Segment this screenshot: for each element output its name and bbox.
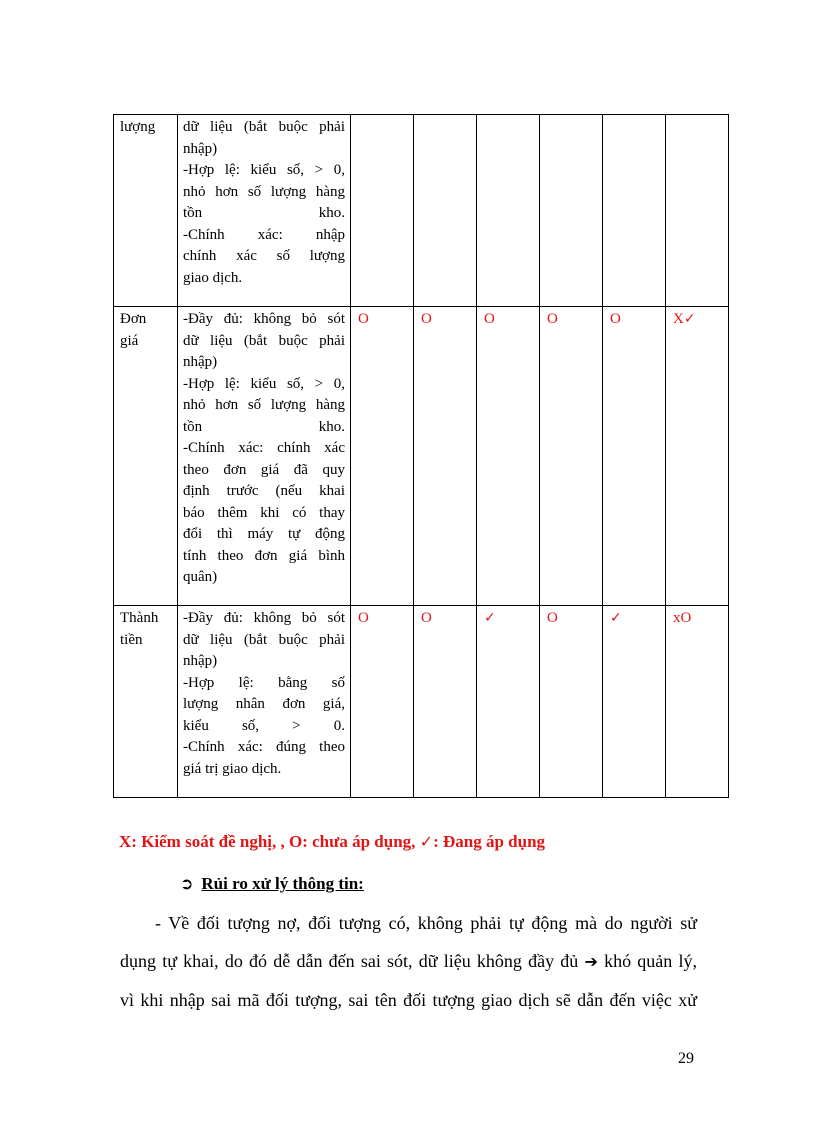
table-row bbox=[114, 606, 729, 798]
description-line: dữ liệu (bắt buộc phải bbox=[183, 631, 345, 648]
description-line: -Chính xác: chính xác bbox=[183, 440, 345, 456]
check-icon: ✓ bbox=[419, 832, 434, 851]
status-mark-cell bbox=[603, 115, 666, 307]
paragraph-line bbox=[120, 942, 697, 981]
description-line: -Chính xác: đúng theo bbox=[183, 739, 345, 755]
status-mark-cell bbox=[603, 606, 666, 798]
item-name-cell bbox=[114, 606, 178, 798]
status-mark-cell: O bbox=[414, 606, 477, 798]
legend-text: X: Kiểm soát đề nghị, , O: chưa áp dụng, bbox=[119, 832, 420, 851]
description-cell bbox=[178, 606, 351, 798]
status-mark-cell bbox=[666, 115, 729, 307]
description-cell bbox=[178, 115, 351, 307]
status-mark-cell: O bbox=[477, 307, 540, 606]
description-line: báo thêm khi có thay bbox=[183, 504, 345, 521]
status-mark-cell: O bbox=[351, 307, 414, 606]
table-row bbox=[114, 115, 729, 307]
description-line: kiểu số, > 0. bbox=[183, 717, 345, 734]
description-line: dữ liệu (bắt buộc phải bbox=[183, 119, 345, 135]
description-cell bbox=[178, 307, 351, 606]
description-line: nhập) bbox=[183, 354, 218, 370]
item-name-line: giá bbox=[120, 332, 139, 349]
status-mark-cell: O bbox=[603, 307, 666, 606]
table-row bbox=[114, 307, 729, 606]
paragraph-line: - Về đối tượng nợ, đối tượng có, không phải tự động mà do người sử bbox=[155, 913, 697, 933]
description-line: nhập) bbox=[183, 140, 218, 157]
controls-table bbox=[113, 114, 729, 798]
item-name-line: tiền bbox=[120, 631, 143, 648]
description-line: nhỏ hơn số lượng hàng bbox=[183, 397, 345, 413]
status-mark-cell: O bbox=[351, 606, 414, 798]
description-line: tồn kho. bbox=[183, 205, 345, 221]
status-mark-cell: xO bbox=[666, 606, 729, 798]
description-line: nhập) bbox=[183, 653, 218, 669]
paragraph-text: dụng tự khai, do đó dễ dẫn đến sai sót, dữ liệu không đầy đủ bbox=[120, 951, 585, 971]
page-number: 29 bbox=[678, 1050, 694, 1067]
item-name-cell bbox=[114, 307, 178, 606]
description-line: theo đơn giá đã quy bbox=[183, 461, 345, 478]
status-mark-cell bbox=[351, 115, 414, 307]
status-mark-cell: O bbox=[540, 307, 603, 606]
description-line: dữ liệu (bắt buộc phải bbox=[183, 332, 345, 349]
body-paragraph bbox=[120, 904, 697, 1019]
description-line: -Đầy đủ: không bỏ sót bbox=[183, 311, 345, 327]
section-title: Rủi ro xử lý thông tin: bbox=[201, 874, 364, 893]
paragraph-line: vì khi nhập sai mã đối tượng, sai tên đối tượng giao dịch sẽ dẫn đến việc xử bbox=[120, 990, 697, 1010]
status-mark-cell bbox=[477, 115, 540, 307]
description-line: định trước (nếu khai bbox=[183, 483, 345, 499]
item-name-line: Thành bbox=[120, 610, 159, 626]
paragraph-text: khó quản lý, bbox=[597, 951, 698, 971]
status-mark-cell: O bbox=[414, 307, 477, 606]
status-mark-cell bbox=[414, 115, 477, 307]
item-name-line: lượng bbox=[120, 119, 156, 135]
description-line: -Hợp lệ: kiểu số, > 0, bbox=[183, 162, 345, 178]
status-mark-cell: O bbox=[540, 606, 603, 798]
status-mark-cell bbox=[477, 606, 540, 798]
check-icon: ✓ bbox=[610, 610, 622, 626]
right-arrow-icon: ➔ bbox=[584, 952, 598, 971]
description-line: tính theo đơn giá bình bbox=[183, 547, 345, 564]
description-line: -Đầy đủ: không bỏ sót bbox=[183, 610, 345, 626]
item-name-line: Đơn bbox=[120, 311, 147, 327]
description-line: lượng nhân đơn giá, bbox=[183, 696, 345, 712]
description-line: -Chính xác: nhập bbox=[183, 226, 345, 243]
description-line: nhỏ hơn số lượng hàng bbox=[183, 183, 345, 200]
mark-letter: X bbox=[673, 311, 684, 327]
description-line: giao dịch. bbox=[183, 269, 243, 286]
section-heading bbox=[180, 874, 364, 894]
check-icon: ✓ bbox=[683, 311, 696, 327]
circle-arrow-icon: ➲ bbox=[180, 874, 194, 893]
description-line: quân) bbox=[183, 569, 218, 585]
description-line: -Hợp lệ: kiểu số, > 0, bbox=[183, 375, 345, 392]
legend bbox=[119, 832, 545, 852]
description-line: đổi thì máy tự động bbox=[183, 526, 345, 542]
description-line: -Hợp lệ: bằng số bbox=[183, 674, 345, 691]
status-mark-cell bbox=[666, 307, 729, 606]
check-icon: ✓ bbox=[484, 610, 496, 626]
status-mark-cell bbox=[540, 115, 603, 307]
description-line: chính xác số lượng bbox=[183, 248, 345, 264]
description-line: tồn kho. bbox=[183, 418, 345, 435]
legend-check-text: : Đang áp dụng bbox=[433, 832, 546, 851]
item-name-cell bbox=[114, 115, 178, 307]
description-line: giá trị giao dịch. bbox=[183, 760, 282, 777]
